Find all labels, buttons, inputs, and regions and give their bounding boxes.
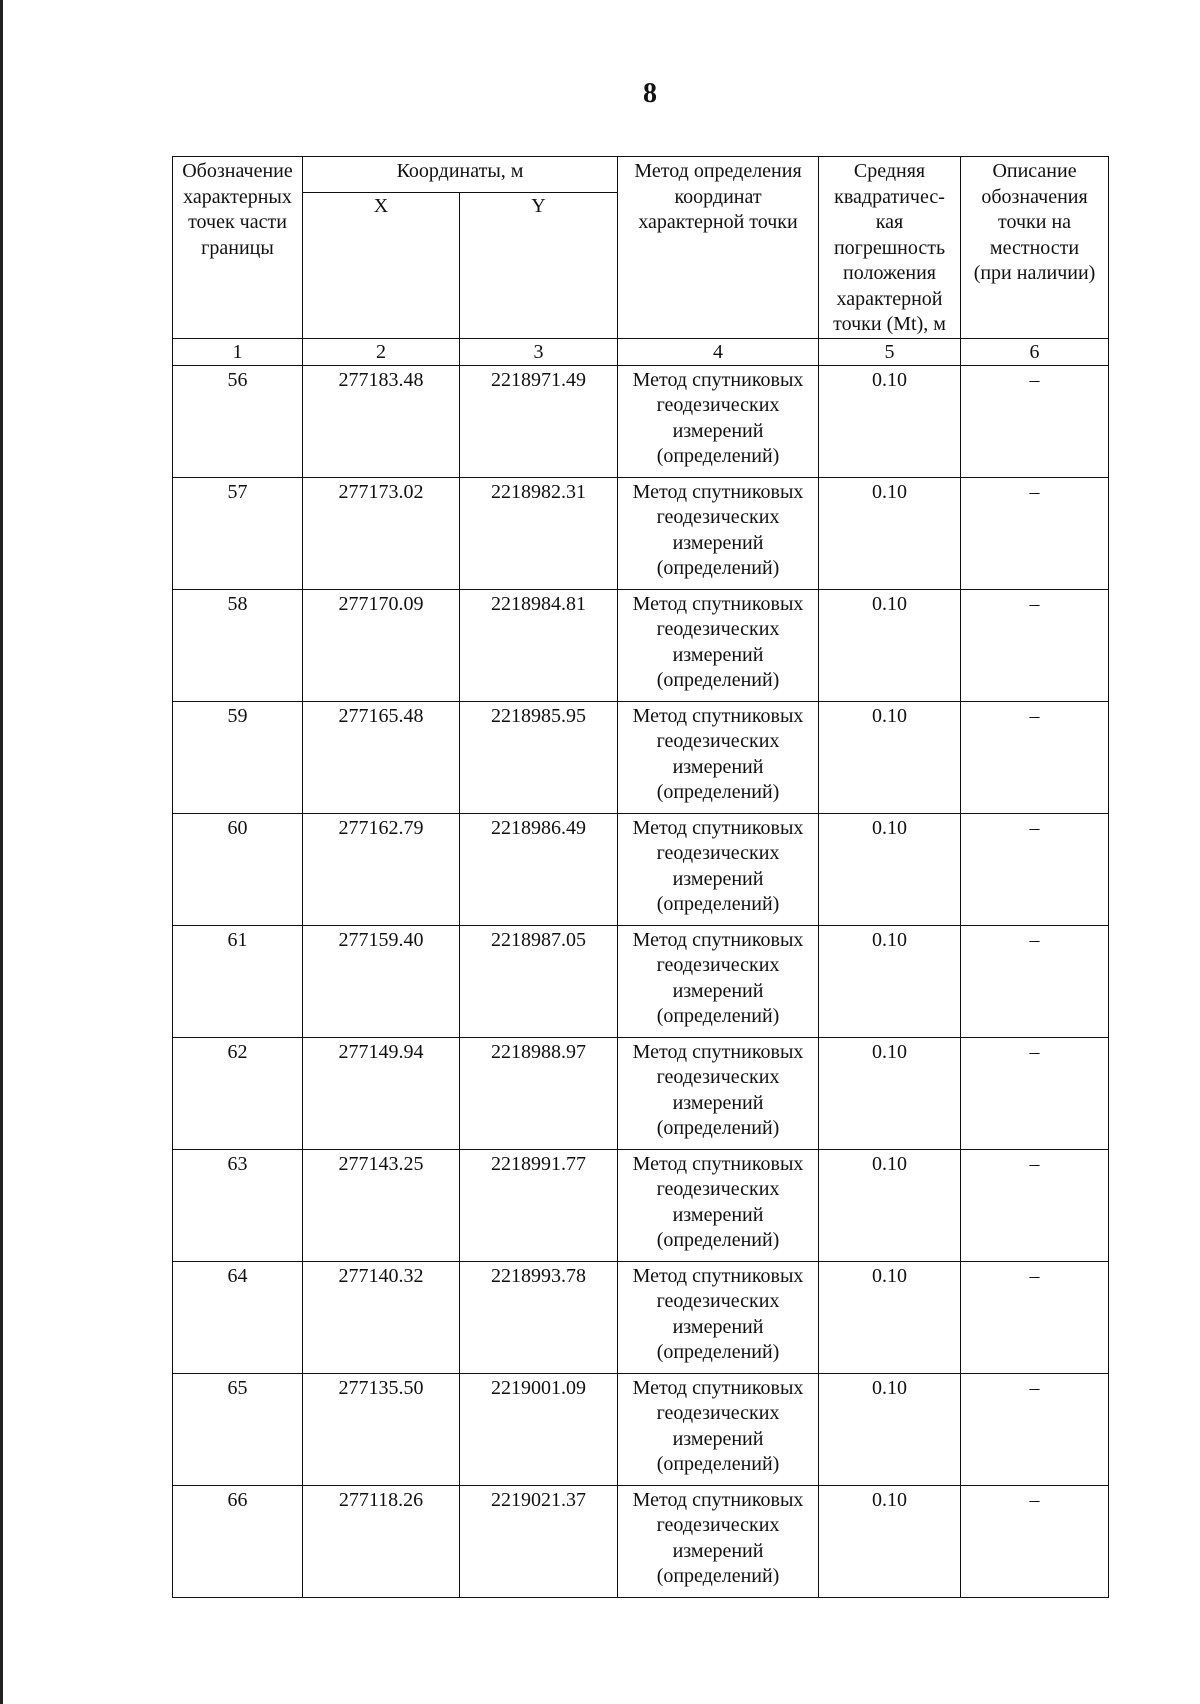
table-row bbox=[173, 1485, 1109, 1597]
method-line: геодезических bbox=[656, 394, 780, 416]
method-line: геодезических bbox=[656, 1290, 780, 1312]
x-coordinate-cell: 277183.48 bbox=[303, 365, 460, 477]
point-number-cell: 57 bbox=[173, 477, 303, 589]
column-number: 2 bbox=[303, 338, 460, 365]
header-error: Средняя квадратичес- кая погрешность положения характерной точки (Mt), м bbox=[819, 157, 961, 339]
method-line: (определений) bbox=[656, 1341, 780, 1363]
description-cell: – bbox=[961, 925, 1109, 1037]
description-cell: – bbox=[961, 1149, 1109, 1261]
column-number: 1 bbox=[173, 338, 303, 365]
method-line: измерений bbox=[672, 755, 764, 778]
description-cell: – bbox=[961, 1261, 1109, 1373]
point-number-cell: 62 bbox=[173, 1037, 303, 1149]
error-cell: 0.10 bbox=[819, 1037, 961, 1149]
method-cell bbox=[618, 813, 819, 925]
method-cell bbox=[618, 365, 819, 477]
x-coordinate-cell: 277143.25 bbox=[303, 1149, 460, 1261]
method-line: (определений) bbox=[656, 781, 780, 803]
method-line: Метод спутниковых bbox=[632, 1264, 804, 1287]
point-number-cell: 61 bbox=[173, 925, 303, 1037]
method-line: Метод спутниковых bbox=[632, 928, 804, 951]
x-coordinate-cell: 277149.94 bbox=[303, 1037, 460, 1149]
y-coordinate-cell: 2218971.49 bbox=[460, 365, 618, 477]
column-number: 5 bbox=[819, 338, 961, 365]
method-line: Метод спутниковых bbox=[632, 1488, 804, 1511]
method-line: измерений bbox=[672, 643, 764, 666]
description-cell: – bbox=[961, 477, 1109, 589]
method-line: Метод спутниковых bbox=[632, 1152, 804, 1175]
method-line: (определений) bbox=[656, 557, 780, 579]
y-coordinate-cell: 2218993.78 bbox=[460, 1261, 618, 1373]
description-cell: – bbox=[961, 701, 1109, 813]
method-line: измерений bbox=[672, 1091, 764, 1114]
method-line: геодезических bbox=[656, 1402, 780, 1424]
method-line: измерений bbox=[672, 1539, 764, 1562]
method-line: (определений) bbox=[656, 669, 780, 691]
x-coordinate-cell: 277165.48 bbox=[303, 701, 460, 813]
method-line: (определений) bbox=[656, 893, 780, 915]
method-line: геодезических bbox=[656, 1514, 780, 1536]
column-numbering-row bbox=[173, 338, 1109, 365]
header-x: X bbox=[303, 192, 460, 338]
method-line: геодезических bbox=[656, 730, 780, 752]
y-coordinate-cell: 2218986.49 bbox=[460, 813, 618, 925]
error-cell: 0.10 bbox=[819, 925, 961, 1037]
method-line: (определений) bbox=[656, 445, 780, 467]
x-coordinate-cell: 277118.26 bbox=[303, 1485, 460, 1597]
method-line: измерений bbox=[672, 1427, 764, 1450]
table-row bbox=[173, 813, 1109, 925]
description-cell: – bbox=[961, 589, 1109, 701]
error-cell: 0.10 bbox=[819, 1373, 961, 1485]
method-cell bbox=[618, 1261, 819, 1373]
table-row bbox=[173, 1149, 1109, 1261]
method-line: геодезических bbox=[656, 954, 780, 976]
point-number-cell: 65 bbox=[173, 1373, 303, 1485]
method-line: Метод спутниковых bbox=[632, 480, 804, 503]
header-y: Y bbox=[460, 192, 618, 338]
y-coordinate-cell: 2219001.09 bbox=[460, 1373, 618, 1485]
table-row bbox=[173, 589, 1109, 701]
header-coordinates: Координаты, м bbox=[303, 157, 618, 193]
y-coordinate-cell: 2218985.95 bbox=[460, 701, 618, 813]
description-cell: – bbox=[961, 813, 1109, 925]
method-line: Метод спутниковых bbox=[632, 368, 804, 391]
method-line: измерений bbox=[672, 867, 764, 890]
error-cell: 0.10 bbox=[819, 813, 961, 925]
method-line: геодезических bbox=[656, 1066, 780, 1088]
description-cell: – bbox=[961, 1373, 1109, 1485]
x-coordinate-cell: 277159.40 bbox=[303, 925, 460, 1037]
method-line: Метод спутниковых bbox=[632, 1376, 804, 1399]
description-cell: – bbox=[961, 365, 1109, 477]
method-cell bbox=[618, 701, 819, 813]
y-coordinate-cell: 2218984.81 bbox=[460, 589, 618, 701]
x-coordinate-cell: 277135.50 bbox=[303, 1373, 460, 1485]
method-line: Метод спутниковых bbox=[632, 592, 804, 615]
method-line: (определений) bbox=[656, 1229, 780, 1251]
point-number-cell: 64 bbox=[173, 1261, 303, 1373]
x-coordinate-cell: 277170.09 bbox=[303, 589, 460, 701]
x-coordinate-cell: 277140.32 bbox=[303, 1261, 460, 1373]
table-row bbox=[173, 477, 1109, 589]
method-line: измерений bbox=[672, 531, 764, 554]
table-row bbox=[173, 1373, 1109, 1485]
method-cell bbox=[618, 1485, 819, 1597]
method-line: геодезических bbox=[656, 842, 780, 864]
y-coordinate-cell: 2218982.31 bbox=[460, 477, 618, 589]
error-cell: 0.10 bbox=[819, 1261, 961, 1373]
method-line: Метод спутниковых bbox=[632, 1040, 804, 1063]
error-cell: 0.10 bbox=[819, 701, 961, 813]
point-number-cell: 60 bbox=[173, 813, 303, 925]
method-line: (определений) bbox=[656, 1117, 780, 1139]
point-number-cell: 59 bbox=[173, 701, 303, 813]
error-cell: 0.10 bbox=[819, 589, 961, 701]
y-coordinate-cell: 2218988.97 bbox=[460, 1037, 618, 1149]
method-cell bbox=[618, 1037, 819, 1149]
table-row bbox=[173, 1037, 1109, 1149]
method-line: геодезических bbox=[656, 618, 780, 640]
y-coordinate-cell: 2219021.37 bbox=[460, 1485, 618, 1597]
description-cell: – bbox=[961, 1485, 1109, 1597]
error-cell: 0.10 bbox=[819, 1485, 961, 1597]
method-cell bbox=[618, 589, 819, 701]
table-row bbox=[173, 925, 1109, 1037]
method-line: геодезических bbox=[656, 506, 780, 528]
method-line: (определений) bbox=[656, 1565, 780, 1587]
header-method: Метод определения координат характерной точки bbox=[618, 157, 819, 339]
table-row bbox=[173, 1261, 1109, 1373]
error-cell: 0.10 bbox=[819, 365, 961, 477]
method-line: (определений) bbox=[656, 1005, 780, 1027]
page-number: 8 bbox=[643, 78, 657, 109]
point-number-cell: 58 bbox=[173, 589, 303, 701]
table-row bbox=[173, 365, 1109, 477]
point-number-cell: 63 bbox=[173, 1149, 303, 1261]
header-point-designation: Обозначение характерных точек части границы bbox=[173, 157, 303, 339]
header-row bbox=[173, 157, 1109, 193]
method-line: геодезических bbox=[656, 1178, 780, 1200]
point-number-cell: 66 bbox=[173, 1485, 303, 1597]
boundary-points-table bbox=[172, 156, 1109, 1598]
point-number-cell: 56 bbox=[173, 365, 303, 477]
method-cell bbox=[618, 1149, 819, 1261]
method-line: измерений bbox=[672, 1315, 764, 1338]
method-cell bbox=[618, 1373, 819, 1485]
x-coordinate-cell: 277173.02 bbox=[303, 477, 460, 589]
y-coordinate-cell: 2218987.05 bbox=[460, 925, 618, 1037]
method-line: измерений bbox=[672, 1203, 764, 1226]
scan-edge bbox=[0, 0, 3, 1704]
error-cell: 0.10 bbox=[819, 1149, 961, 1261]
table-row bbox=[173, 701, 1109, 813]
method-line: (определений) bbox=[656, 1453, 780, 1475]
method-line: Метод спутниковых bbox=[632, 816, 804, 839]
method-cell bbox=[618, 925, 819, 1037]
method-cell bbox=[618, 477, 819, 589]
column-number: 6 bbox=[961, 338, 1109, 365]
y-coordinate-cell: 2218991.77 bbox=[460, 1149, 618, 1261]
error-cell: 0.10 bbox=[819, 477, 961, 589]
x-coordinate-cell: 277162.79 bbox=[303, 813, 460, 925]
method-line: Метод спутниковых bbox=[632, 704, 804, 727]
column-number: 3 bbox=[460, 338, 618, 365]
description-cell: – bbox=[961, 1037, 1109, 1149]
table-body bbox=[173, 157, 1109, 1598]
method-line: измерений bbox=[672, 979, 764, 1002]
method-line: измерений bbox=[672, 419, 764, 442]
column-number: 4 bbox=[618, 338, 819, 365]
header-description: Описание обозначения точки на местности (при наличии) bbox=[961, 157, 1109, 339]
